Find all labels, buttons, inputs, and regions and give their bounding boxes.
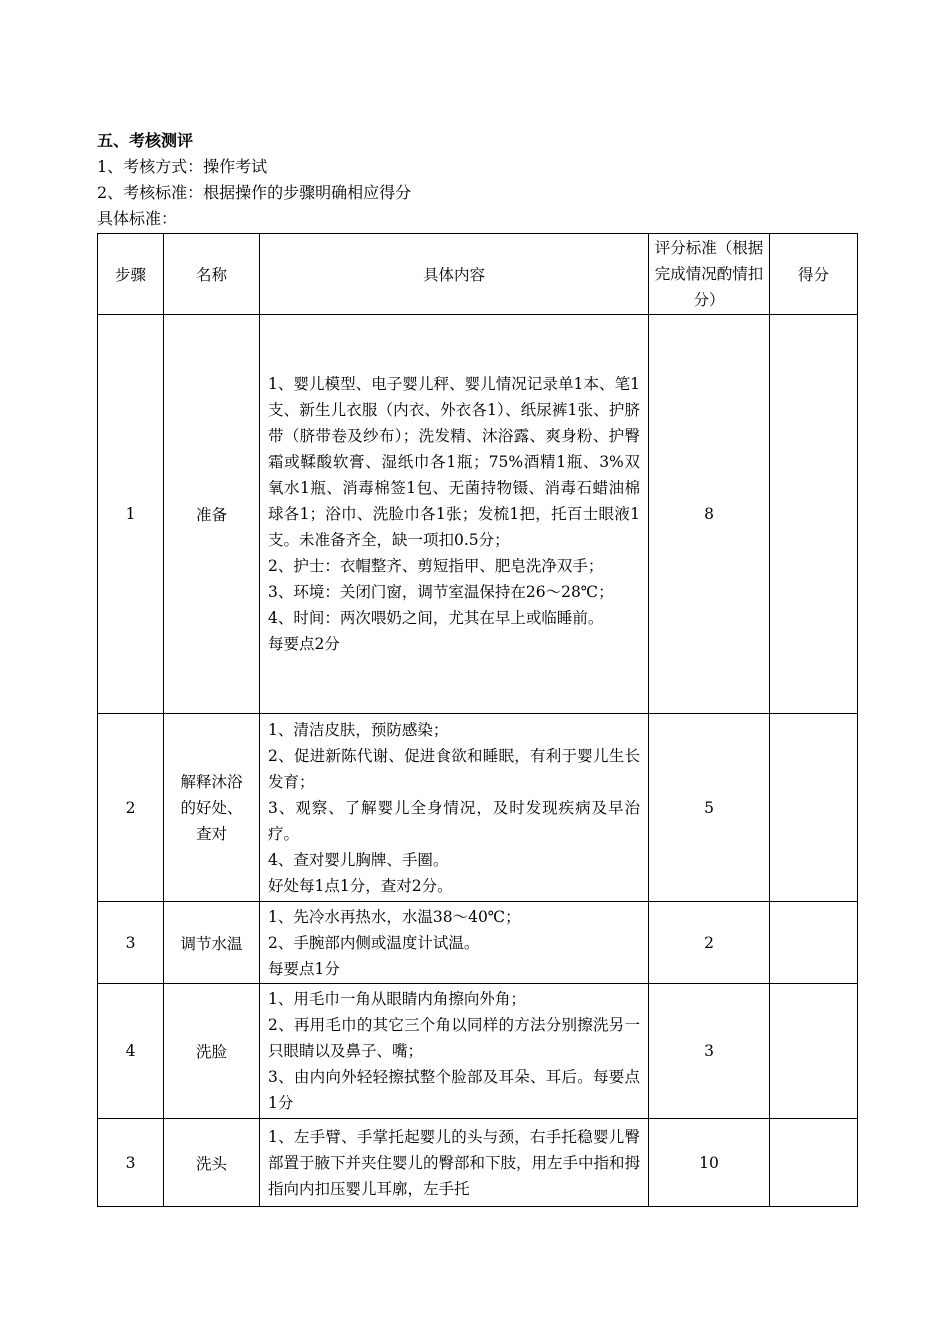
row-score: [770, 1119, 858, 1207]
row-content: [260, 315, 649, 714]
row-name: 调节水温: [164, 902, 260, 984]
exam-method-line: 1、考核方式：操作考试: [97, 157, 268, 176]
row-content: [260, 714, 649, 902]
row-criteria: 2: [649, 902, 770, 984]
row-name: 洗头: [164, 1119, 260, 1207]
scoring-table: [97, 233, 858, 1207]
content-point: 1、清洁皮肤，预防感染；: [268, 720, 449, 739]
content-point: 4、时间：两次喂奶之间，尤其在早上或临睡前。: [268, 609, 604, 627]
content-point: 3、由内向外轻轻擦拭整个脸部及耳朵、耳后。每要点1分: [268, 1068, 640, 1112]
content-point: 2、护士：衣帽整齐、剪短指甲、肥皂洗净双手；: [268, 557, 604, 575]
content-point: 1、左手臂、手掌托起婴儿的头与颈，右手托稳婴儿臀部置于腋下并夹住婴儿的臀部和下肢，用左手中指和拇指向内扣压婴儿耳廓，左手托: [268, 1127, 641, 1198]
header-step: 步骤: [98, 234, 164, 315]
document-page: [97, 128, 857, 232]
row-name: 洗脸: [164, 984, 260, 1119]
header-content: 具体内容: [260, 234, 649, 315]
row-score: [770, 984, 858, 1119]
row-name: 准备: [164, 315, 260, 714]
table-row: [98, 1119, 858, 1207]
row-score: [770, 315, 858, 714]
row-step: 4: [98, 984, 164, 1119]
table-row: [98, 902, 858, 984]
specific-standard-label: 具体标准：: [97, 209, 178, 228]
row-criteria: 3: [649, 984, 770, 1119]
table-row: [98, 984, 858, 1119]
content-point: 2、促进新陈代谢、促进食欲和睡眠，有利于婴儿生长发育；: [268, 746, 640, 791]
row-score: [770, 902, 858, 984]
content-point: 1、先冷水再热水，水温38～40℃；: [268, 907, 521, 926]
content-point: 3、观察、了解婴儿全身情况，及时发现疾病及早治疗。: [268, 798, 640, 843]
row-step: 3: [98, 1119, 164, 1207]
row-name: 解释沐浴的好处、查对: [164, 714, 260, 902]
row-criteria: 5: [649, 714, 770, 902]
content-point: 2、再用毛巾的其它三个角以同样的方法分别擦洗另一只眼睛以及鼻子、嘴；: [268, 1016, 640, 1060]
content-point: 3、环境：关闭门窗，调节室温保持在26～28℃；: [268, 583, 614, 601]
content-point: 每要点2分: [268, 635, 340, 653]
section-title: 五、考核测评: [97, 131, 194, 150]
content-point: 每要点1分: [268, 959, 340, 978]
row-score: [770, 714, 858, 902]
row-criteria: 10: [649, 1119, 770, 1207]
content-point: 4、查对婴儿胸牌、手圈。: [268, 850, 449, 869]
content-point: 好处每1点1分，查对2分。: [268, 876, 453, 895]
exam-standard-line: 2、考核标准：根据操作的步骤明确相应得分: [97, 183, 412, 202]
row-step: 1: [98, 315, 164, 714]
content-point: 1、婴儿模型、电子婴儿秤、婴儿情况记录单1本、笔1支、新生儿衣服（内衣、外衣各1）、纸尿裤1张、护脐带（脐带卷及纱布）；洗发精、沐浴露、爽身粉、护臀霜或鞣酸软膏、湿纸巾各1瓶；75%酒精1瓶、3%双氧水1瓶、消毒棉签1包、无菌持物镊、消毒石蜡油棉球各1；浴巾、洗脸巾各1张；发梳1把，托百士眼液1支。未准备齐全，缺一项扣0.5分；: [268, 375, 640, 549]
table-row: [98, 315, 858, 714]
table-row: [98, 714, 858, 902]
table-header-row: [98, 234, 858, 315]
row-step: 3: [98, 902, 164, 984]
header-score: 得分: [770, 234, 858, 315]
row-content: [260, 902, 649, 984]
row-content: [260, 984, 649, 1119]
row-step: 2: [98, 714, 164, 902]
row-content: [260, 1119, 649, 1207]
content-point: 2、手腕部内侧或温度计试温。: [268, 933, 480, 952]
header-name: 名称: [164, 234, 260, 315]
content-point: 1、用毛巾一角从眼睛内角擦向外角；: [268, 990, 526, 1008]
row-criteria: 8: [649, 315, 770, 714]
header-criteria: 评分标准（根据完成情况酌情扣分）: [649, 234, 770, 315]
